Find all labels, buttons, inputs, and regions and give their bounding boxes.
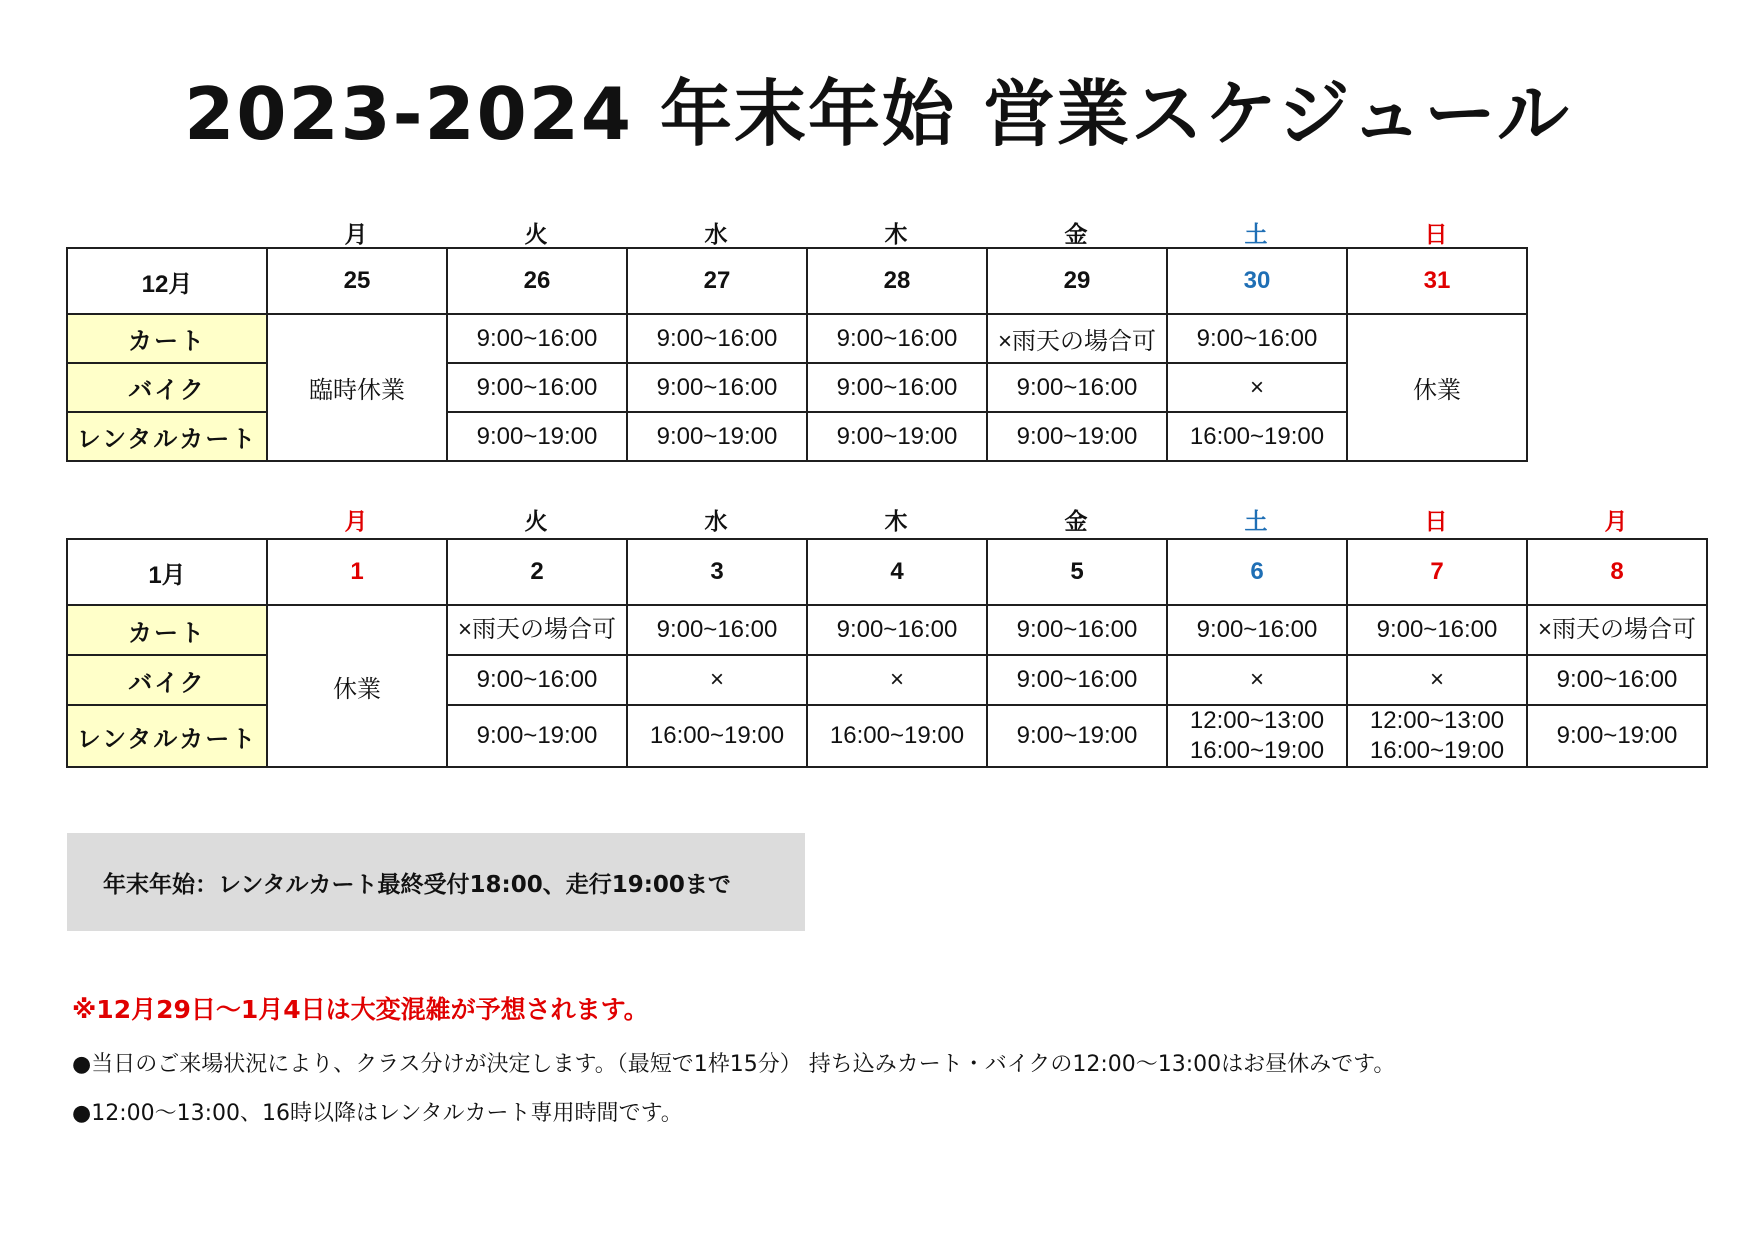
page-title: 2023-2024 年末年始 営業スケジュール xyxy=(184,72,1571,156)
hours-cell xyxy=(1347,605,1527,655)
hours-text: 12:00~13:00 xyxy=(1189,707,1325,734)
date-cell: 28 xyxy=(807,248,987,314)
weekday-label: 水 xyxy=(704,222,728,248)
hours-text: 12:00~13:00 xyxy=(1369,707,1505,734)
congestion-warning: ※12月29日～1月4日は大変混雑が予想されます。 xyxy=(72,995,649,1024)
date-cell: 27 xyxy=(627,248,807,314)
row-label-rental-kart: レンタルカート xyxy=(67,412,267,461)
hours-cell: 9:00~19:00 xyxy=(447,412,627,461)
hours-cell: × xyxy=(1167,363,1347,412)
hours-text: 16:00~19:00 xyxy=(649,722,785,749)
date-cell: 2 xyxy=(447,539,627,605)
weekday-label: 金 xyxy=(1064,222,1088,248)
rental-kart-note xyxy=(67,833,805,931)
date-cell: 7 xyxy=(1347,539,1527,605)
hours-cell xyxy=(1527,655,1707,705)
hours-cell xyxy=(1527,605,1707,655)
row-label-kart: カート xyxy=(67,314,267,363)
hours-text: 16:00~19:00 xyxy=(1369,737,1505,764)
hours-cell: 9:00~16:00 xyxy=(627,314,807,363)
hours-cell: 9:00~19:00 xyxy=(987,412,1167,461)
hours-cell xyxy=(627,705,807,767)
hours-text: 9:00~16:00 xyxy=(476,666,598,693)
december-closed-last: 休業 xyxy=(1347,314,1527,461)
january-closed-first: 休業 xyxy=(267,605,447,767)
hours-cell xyxy=(1167,705,1347,767)
january-month-label: 1月 xyxy=(67,539,267,605)
date-cell: 3 xyxy=(627,539,807,605)
hours-cell: ×雨天の場合可 xyxy=(987,314,1167,363)
hours-cell xyxy=(627,605,807,655)
hours-cell xyxy=(807,705,987,767)
weekday-label: 水 xyxy=(704,509,728,535)
hours-text: × xyxy=(1249,666,1264,693)
row-label-bike: バイク xyxy=(67,655,267,705)
hours-cell xyxy=(1167,605,1347,655)
hours-text: 9:00~19:00 xyxy=(1016,722,1138,749)
date-cell: 29 xyxy=(987,248,1167,314)
hours-cell: 9:00~16:00 xyxy=(807,314,987,363)
hours-text: ×雨天の場合可 xyxy=(457,616,616,643)
hours-text: 9:00~16:00 xyxy=(1376,616,1498,643)
hours-cell: 9:00~16:00 xyxy=(447,314,627,363)
date-cell: 25 xyxy=(267,248,447,314)
january-weekday-row xyxy=(66,503,1706,535)
weekday-label: 土 xyxy=(1244,222,1268,248)
hours-cell xyxy=(1167,655,1347,705)
date-cell: 30 xyxy=(1167,248,1347,314)
weekday-label: 日 xyxy=(1424,222,1448,248)
december-closed-first: 臨時休業 xyxy=(267,314,447,461)
hours-cell xyxy=(1527,705,1707,767)
date-cell: 4 xyxy=(807,539,987,605)
hours-cell: 9:00~19:00 xyxy=(807,412,987,461)
hours-text: 9:00~16:00 xyxy=(836,616,958,643)
hours-cell xyxy=(627,655,807,705)
hours-text: 16:00~19:00 xyxy=(1189,737,1325,764)
hours-text: 9:00~16:00 xyxy=(1016,616,1138,643)
hours-cell: 9:00~16:00 xyxy=(807,363,987,412)
december-weekday-row xyxy=(66,216,1526,248)
hours-cell xyxy=(987,655,1167,705)
hours-cell: 9:00~16:00 xyxy=(1167,314,1347,363)
weekday-label: 金 xyxy=(1064,509,1088,535)
hours-text: 9:00~16:00 xyxy=(1196,616,1318,643)
hours-text: 9:00~16:00 xyxy=(656,616,778,643)
hours-cell xyxy=(447,655,627,705)
hours-cell: 9:00~16:00 xyxy=(627,363,807,412)
hours-text: 9:00~19:00 xyxy=(1556,722,1678,749)
december-month-label: 12月 xyxy=(67,248,267,314)
hours-cell: 9:00~19:00 xyxy=(627,412,807,461)
date-cell: 6 xyxy=(1167,539,1347,605)
weekday-label: 火 xyxy=(524,222,548,248)
row-label-bike: バイク xyxy=(67,363,267,412)
hours-text: × xyxy=(889,666,904,693)
bullet-note: ●当日のご来場状況により、クラス分けが決定します。（最短で1枠15分） 持ち込みカート・バイクの12:00～13:00はお昼休みです。 xyxy=(72,1052,1396,1077)
hours-cell xyxy=(447,705,627,767)
hours-text: 9:00~19:00 xyxy=(476,722,598,749)
weekday-label: 月 xyxy=(344,222,368,248)
weekday-label: 火 xyxy=(524,509,548,535)
december-schedule-table xyxy=(66,247,1528,462)
row-label-kart: カート xyxy=(67,605,267,655)
hours-cell xyxy=(447,605,627,655)
date-cell: 5 xyxy=(987,539,1167,605)
hours-cell: 9:00~16:00 xyxy=(987,363,1167,412)
date-cell: 8 xyxy=(1527,539,1707,605)
hours-text: 9:00~16:00 xyxy=(1016,666,1138,693)
hours-text: × xyxy=(709,666,724,693)
date-cell: 1 xyxy=(267,539,447,605)
weekday-label: 月 xyxy=(1604,509,1628,535)
weekday-label: 月 xyxy=(344,509,368,535)
date-cell: 26 xyxy=(447,248,627,314)
january-schedule-table xyxy=(66,538,1708,768)
date-cell: 31 xyxy=(1347,248,1527,314)
weekday-label: 木 xyxy=(884,222,908,248)
row-label-rental-kart: レンタルカート xyxy=(67,705,267,767)
weekday-label: 土 xyxy=(1244,509,1268,535)
hours-text: 16:00~19:00 xyxy=(829,722,965,749)
rental-kart-note-text: 年末年始：レンタルカート最終受付18:00、走行19:00まで xyxy=(103,871,731,898)
hours-cell xyxy=(807,655,987,705)
hours-text: 9:00~16:00 xyxy=(1556,666,1678,693)
hours-text: ×雨天の場合可 xyxy=(1537,616,1696,643)
hours-cell xyxy=(1347,705,1527,767)
weekday-label: 日 xyxy=(1424,509,1448,535)
hours-cell: 16:00~19:00 xyxy=(1167,412,1347,461)
bullet-note: ●12:00～13:00、16時以降はレンタルカート専用時間です。 xyxy=(72,1101,683,1126)
hours-cell xyxy=(987,705,1167,767)
hours-cell xyxy=(987,605,1167,655)
hours-cell: 9:00~16:00 xyxy=(447,363,627,412)
hours-text: × xyxy=(1429,666,1444,693)
hours-cell xyxy=(1347,655,1527,705)
weekday-label: 木 xyxy=(884,509,908,535)
hours-cell xyxy=(807,605,987,655)
